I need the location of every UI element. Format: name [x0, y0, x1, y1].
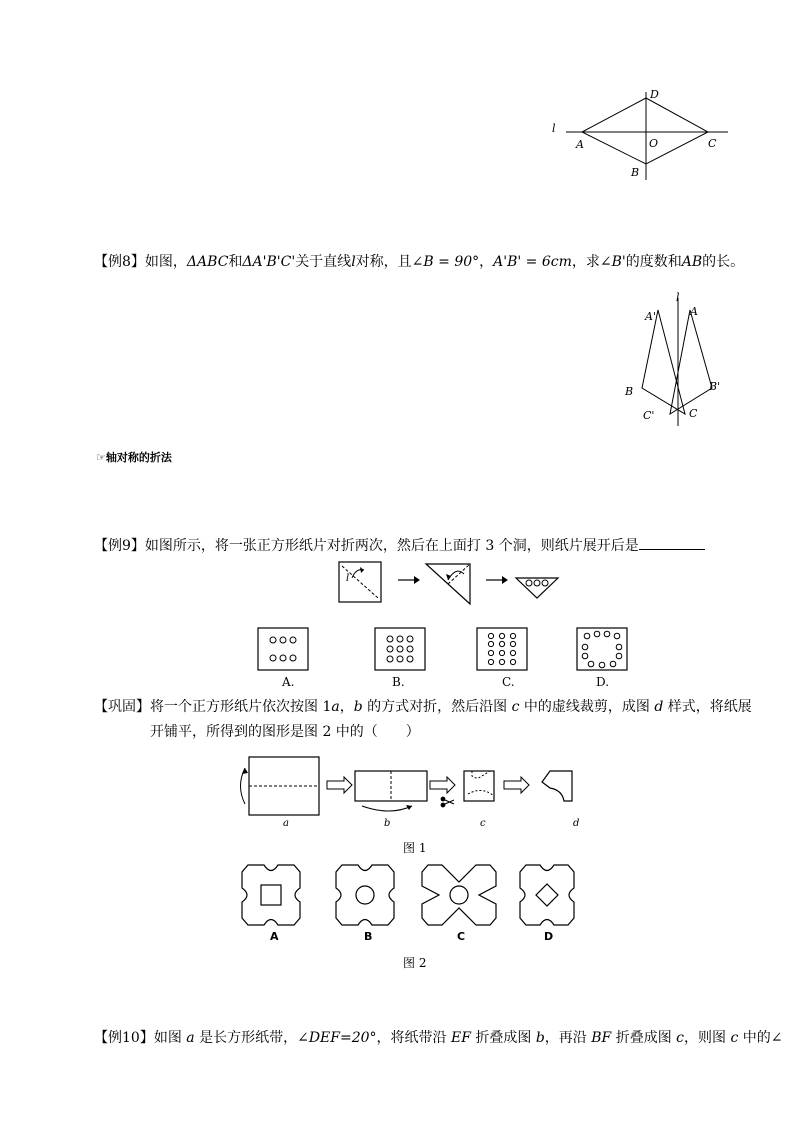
- consolidate-line-2: 开铺平，所得到的图形是图 2 中的（ ）: [150, 724, 420, 740]
- example-9-text: 【例9】如图所示，将一张正方形纸片对折两次，然后在上面打 3 个洞，则纸片展开后是: [94, 535, 705, 556]
- fig2-label-A: A: [270, 930, 279, 943]
- consolidate-tag: 【巩固】: [94, 699, 150, 715]
- option-B: B.: [392, 675, 405, 689]
- options-svg: [255, 625, 635, 673]
- answer-blank: [639, 535, 705, 550]
- label-B: B: [631, 166, 640, 179]
- option-D: D.: [596, 675, 610, 689]
- label-A: A: [576, 138, 584, 151]
- figure-2-svg: [240, 862, 580, 934]
- section-title: ☞轴对称的折法: [96, 451, 172, 464]
- example-10-tag: 【例10】: [94, 1030, 154, 1046]
- label-C-prime: C': [643, 409, 655, 422]
- label-l: l: [552, 122, 556, 135]
- option-A: A.: [282, 675, 295, 689]
- consolidate-line-1: 【巩固】将一个正方形纸片依次按图 1a，b 的方式对折，然后沿图 c 中的虚线裁剪，成图 d 样式，将纸展: [94, 699, 752, 715]
- rhombus-svg: [560, 86, 740, 186]
- label-A-prime: A': [645, 310, 656, 323]
- label-B-prime: B': [709, 380, 721, 393]
- fig2-label-C: C: [457, 930, 466, 943]
- fig2-label-B: B: [364, 930, 373, 943]
- fig2-label-D: D: [544, 930, 554, 943]
- label-O: O: [649, 137, 659, 150]
- example-10-text: 【例10】如图 a 是长方形纸带，∠DEF=20°，将纸带沿 EF 折叠成图 b，再沿 BF 折叠成图 c，则图 c 中的∠: [94, 1030, 783, 1046]
- option-C: C.: [502, 675, 515, 689]
- fig1-label-c: c: [480, 818, 486, 829]
- label-A: A: [690, 305, 698, 318]
- example-9-tag: 【例9】: [94, 538, 145, 554]
- fold-label-l: l: [346, 573, 350, 584]
- fig1-label-b: b: [384, 818, 391, 829]
- label-C: C: [708, 137, 717, 150]
- label-D: D: [650, 88, 659, 101]
- figure-1-svg: [232, 754, 592, 824]
- label-C: C: [689, 407, 698, 420]
- example-8-text: 【例8】如图，ΔABC和ΔA'B'C'关于直线l对称，且∠B = 90°，A'B' = 6cm，求∠B'的度数和AB的长。: [94, 254, 745, 270]
- fig1-label-d: d: [573, 818, 580, 829]
- figure-1-caption: 图 1: [403, 841, 427, 855]
- label-l: l: [676, 291, 680, 304]
- example-8-tag: 【例8】: [94, 254, 145, 270]
- fig1-label-a: a: [283, 818, 289, 829]
- fold-svg: [330, 556, 570, 608]
- label-B: B: [625, 385, 634, 398]
- figure-2-caption: 图 2: [403, 956, 427, 970]
